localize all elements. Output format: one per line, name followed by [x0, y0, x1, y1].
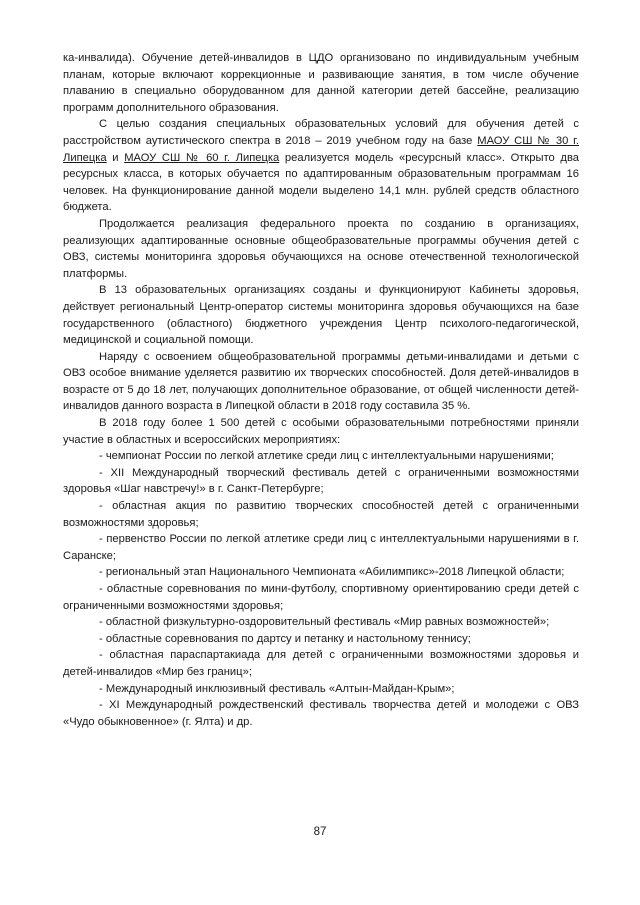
event-item: - Международный инклюзивный фестиваль «Алтын-Майдан-Крым»;	[99, 682, 455, 695]
document-body	[63, 50, 579, 730]
event-item: - областная акция по развитию творческих способностей детей с ограниченными возможностями здоровья;	[63, 500, 579, 529]
event-item: - XII Международный творческий фестиваль детей с ограниченными возможностями здоровья «Шаг навстречу!» в г. Санкт-Петербурге;	[63, 466, 579, 496]
paragraph-creative-abilities: Наряду с освоением общеобразовательной программы детьми-инвалидами и детьми с ОВЗ особое внимание уделяется развитию их творческих способностей. Доля детей-инвалидов в возрасте от 5 до 18 лет, получающих дополнительное образование, от общей численности детей-инвалидов данного возраста в Липецкой области в 2018 году составила 35 %.	[63, 350, 579, 413]
school-30-link[interactable]: МАОУ СШ № 30 г. Липецка	[63, 134, 579, 164]
event-item: - областной физкультурно-оздоровительный фестиваль «Мир равных возможностей»;	[99, 616, 550, 629]
paragraph-continued: ка-инвалида). Обучение детей-инвалидов в ЦДО организовано по индивидуальным учебным планам, которые включают коррекционные и развивающие занятия, в том числе обучение плаванию в специально оборудованном для данной категории детей бассейне, реализацию программ дополнительного образования.	[63, 52, 579, 114]
paragraph-text: и	[106, 151, 125, 164]
paragraph-text: С целью создания специальных образовательных условий для обучения детей с расстройством аутистического спектра в 2018 – 2019 учебном году на базе	[63, 118, 579, 147]
paragraph-events-intro: В 2018 году более 1 500 детей с особыми образовательными потребностями приняли участие в областных и всероссийских мероприятиях:	[63, 417, 579, 446]
event-item: - чемпионат России по легкой атлетике среди лиц с интеллектуальными нарушениями;	[99, 450, 554, 463]
event-item: - XI Международный рождественский фестиваль творчества детей и молодежи с ОВЗ «Чудо обыкновенное» (г. Ялта) и др.	[63, 699, 579, 728]
page-number: 87	[313, 826, 327, 838]
school-60-link[interactable]: МАОУ СШ № 60 г. Липецка	[124, 151, 280, 164]
event-item: - областные соревнования по мини-футболу, спортивному ориентированию среди детей с ограниченными возможностями здоровья;	[63, 583, 579, 612]
event-item: - областные соревнования по дартсу и петанку и настольному теннису;	[99, 632, 471, 645]
paragraph-federal-project: Продолжается реализация федерального проекта по созданию в организациях, реализующих адаптированные основные общеобразовательные программы обучения детей с ОВЗ, системы мониторинга здоровья обучающихся на основе отечественной технологической платформы.	[63, 217, 579, 280]
paragraph-health-cabinets: В 13 образовательных организациях созданы и функционируют Кабинеты здоровья, действует региональный Центр-оператор системы мониторинга здоровья обучающихся на базе государственного (областного) бюджетного учреждения Центр психолого-педагогической, медицинской и социальной помощи.	[63, 284, 579, 347]
event-item: - первенство России по легкой атлетике среди лиц с интеллектуальными нарушениями в г. Саранске;	[63, 533, 579, 562]
paragraph-resource-class	[63, 116, 579, 216]
event-item: - региональный этап Национального Чемпионата «Абилимпикс»-2018 Липецкой области;	[99, 566, 565, 579]
paragraph-text: реализуется модель «ресурсный класс». Открыто два ресурсных класса, в которых обучается по адаптированным образовательным программам 16 человек. На функционирование данной модели выделено 14,1 млн. рублей средств областного бюджета.	[63, 151, 579, 214]
event-item: - областная параспартакиада для детей с ограниченными возможностями здоровья и детей-инвалидов «Мир без границ»;	[63, 649, 579, 678]
